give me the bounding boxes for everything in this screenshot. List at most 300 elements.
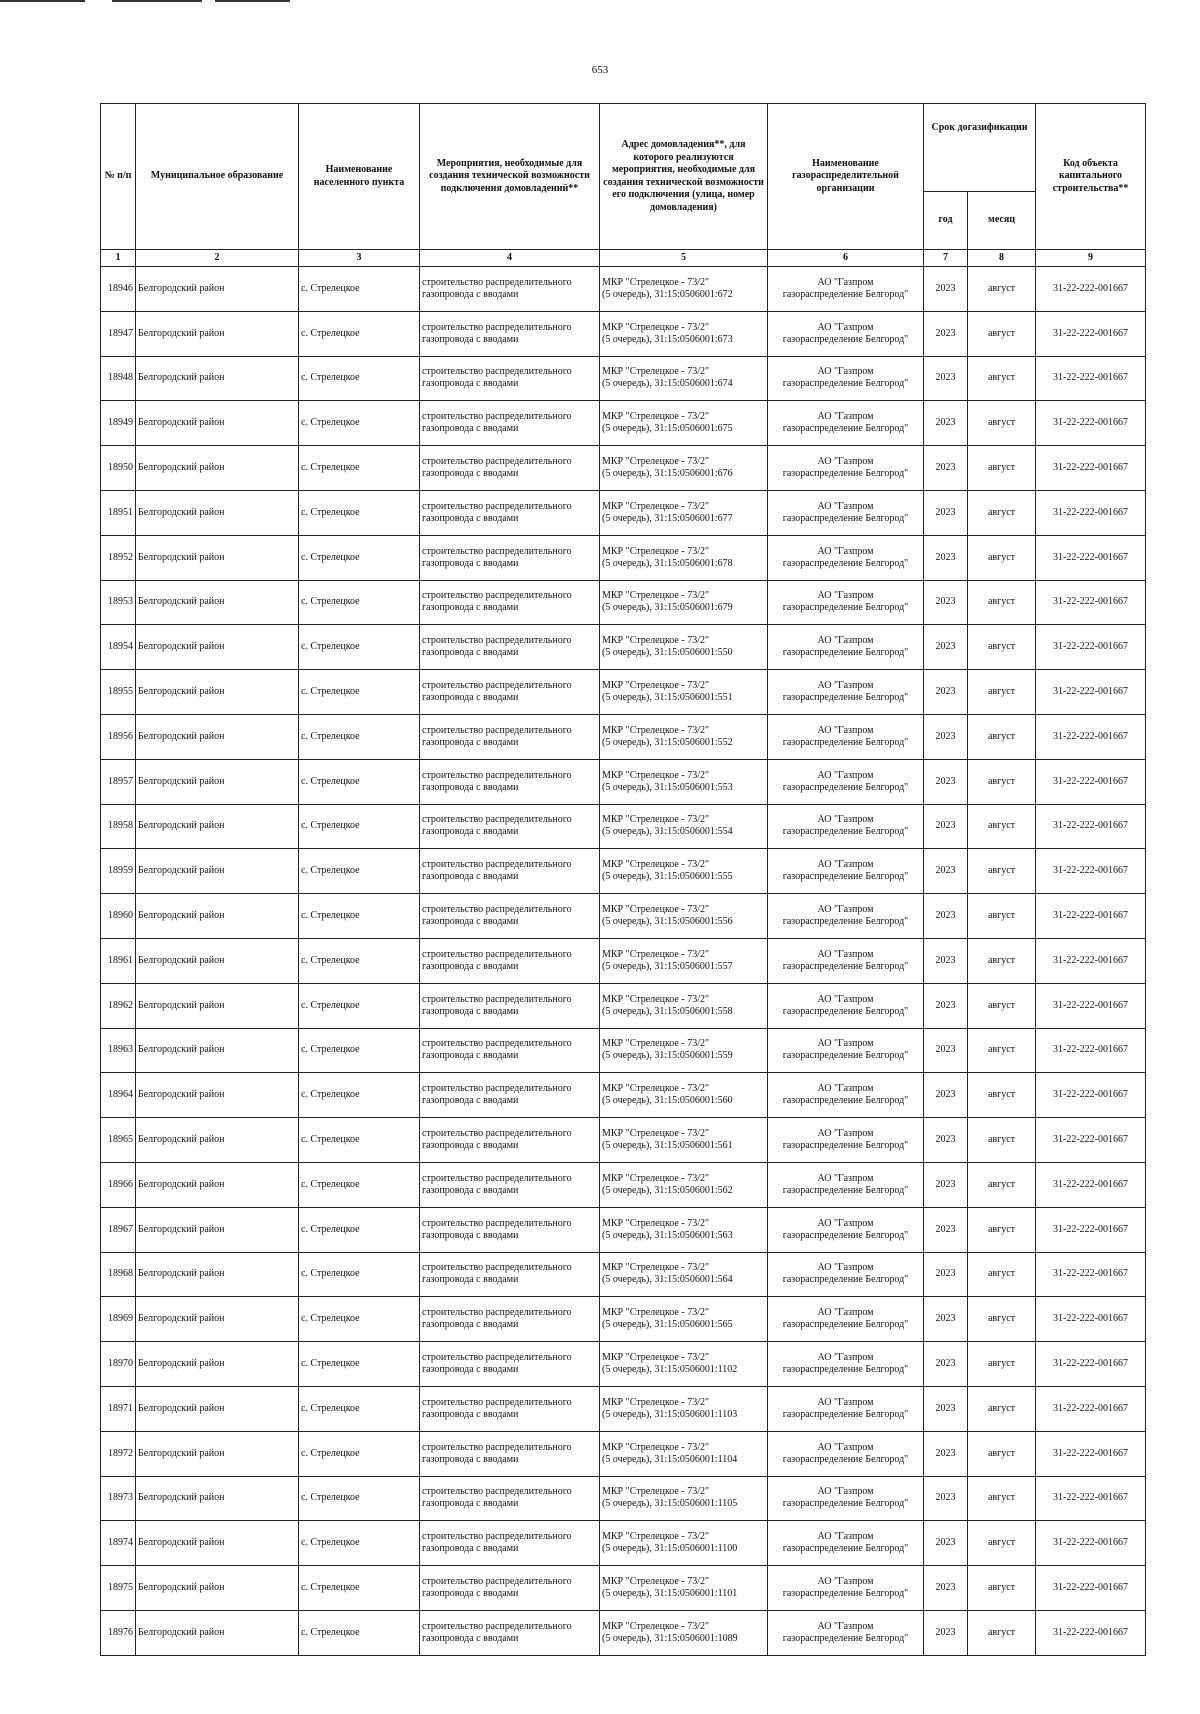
header-deadline: Срок догазификации (924, 104, 1036, 192)
month-cell: август (968, 580, 1036, 625)
organization-cell-line-2: газораспределение Белгород" (782, 602, 909, 614)
row-number: 18973 (101, 1476, 136, 1521)
organization-cell-line-1: АО "Газпром (817, 411, 874, 423)
header-number: № п/п (101, 104, 136, 250)
table-row (101, 894, 1146, 939)
object-code-cell: 31-22-222-001667 (1036, 401, 1146, 446)
address-cell-line-2: (5 очередь), 31:15:0506001:555 (602, 871, 733, 883)
settlement-cell: с. Стрелецкое (299, 1028, 420, 1073)
table-row (101, 1521, 1146, 1566)
month-cell: август (968, 535, 1036, 580)
measure-cell (420, 490, 600, 535)
row-number: 18949 (101, 401, 136, 446)
measure-cell (420, 1566, 600, 1611)
month-cell: август (968, 1521, 1036, 1566)
measure-cell-line-2: газопровода с вводами (422, 960, 519, 972)
address-cell (600, 625, 768, 670)
organization-cell-line-2: газораспределение Белгород" (782, 1095, 909, 1107)
month-cell: август (968, 1028, 1036, 1073)
month-cell: август (968, 356, 1036, 401)
organization-cell-line-2: газораспределение Белгород" (782, 557, 909, 569)
measure-cell-line-2: газопровода с вводами (422, 871, 519, 883)
settlement-cell: с. Стрелецкое (299, 1073, 420, 1118)
object-code-cell: 31-22-222-001667 (1036, 1252, 1146, 1297)
column-number-row (101, 250, 1146, 267)
measure-cell-line-2: газопровода с вводами (422, 1453, 519, 1465)
organization-cell-line-2: газораспределение Белгород" (782, 736, 909, 748)
year-cell: 2023 (924, 1566, 968, 1611)
year-cell: 2023 (924, 1521, 968, 1566)
organization-cell-line-2: газораспределение Белгород" (782, 960, 909, 972)
measure-cell-line-2: газопровода с вводами (422, 781, 519, 793)
address-cell-line-2: (5 очередь), 31:15:0506001:1101 (602, 1588, 738, 1599)
address-cell-line-2: (5 очередь), 31:15:0506001:562 (602, 1184, 733, 1196)
municipality-cell: Белгородский район (136, 1342, 299, 1387)
organization-cell-line-2: газораспределение Белгород" (782, 1140, 909, 1152)
organization-cell-line-2: газораспределение Белгород" (782, 1274, 909, 1286)
year-cell: 2023 (924, 1073, 968, 1118)
table-row (101, 1073, 1146, 1118)
organization-cell (768, 625, 924, 670)
page-number: 653 (591, 64, 609, 76)
settlement-cell: с. Стрелецкое (299, 714, 420, 759)
organization-cell-line-1: АО "Газпром (817, 680, 874, 692)
address-cell-line-1: МКР "Стрелецкое - 73/2" (602, 814, 710, 826)
measure-cell-line-2: газопровода с вводами (422, 1364, 519, 1376)
header-year: год (924, 192, 968, 250)
organization-cell (768, 580, 924, 625)
settlement-cell: с. Стрелецкое (299, 804, 420, 849)
address-cell-line-1: МКР "Стрелецкое - 73/2" (602, 1172, 710, 1184)
row-number: 18960 (101, 894, 136, 939)
address-cell (600, 983, 768, 1028)
address-cell (600, 356, 768, 401)
year-cell: 2023 (924, 1386, 968, 1431)
row-number: 18975 (101, 1566, 136, 1611)
organization-cell-line-2: газораспределение Белгород" (782, 468, 909, 480)
measure-cell-line-1: строительство распределительного (422, 1441, 572, 1453)
address-cell-line-1: МКР "Стрелецкое - 73/2" (602, 904, 710, 916)
address-cell (600, 1386, 768, 1431)
header-organization: Наименование газораспределительной организации (768, 104, 924, 250)
address-cell-line-1: МКР "Стрелецкое - 73/2" (602, 1576, 710, 1587)
organization-cell-line-2: газораспределение Белгород" (782, 826, 909, 838)
address-cell-line-2: (5 очередь), 31:15:0506001:558 (602, 1005, 733, 1017)
header-month: месяц (968, 192, 1036, 250)
object-code-cell: 31-22-222-001667 (1036, 446, 1146, 491)
year-cell: 2023 (924, 670, 968, 715)
table-row (101, 714, 1146, 759)
object-code-cell: 31-22-222-001667 (1036, 356, 1146, 401)
settlement-cell: с. Стрелецкое (299, 983, 420, 1028)
organization-cell-line-1: АО "Газпром (817, 1128, 874, 1140)
address-cell-line-2: (5 очередь), 31:15:0506001:561 (602, 1140, 733, 1152)
settlement-cell: с. Стрелецкое (299, 849, 420, 894)
month-cell: август (968, 983, 1036, 1028)
measure-cell-line-2: газопровода с вводами (422, 333, 519, 345)
year-cell: 2023 (924, 804, 968, 849)
measure-cell-line-1: строительство распределительного (422, 411, 572, 423)
address-cell-line-2: (5 очередь), 31:15:0506001:678 (602, 557, 733, 569)
month-cell: август (968, 714, 1036, 759)
address-cell (600, 1342, 768, 1387)
address-cell (600, 938, 768, 983)
address-cell (600, 1610, 768, 1655)
measure-cell (420, 1162, 600, 1207)
object-code-cell: 31-22-222-001667 (1036, 1207, 1146, 1252)
organization-cell-line-2: газораспределение Белгород" (782, 871, 909, 883)
address-cell (600, 1521, 768, 1566)
address-cell-line-1: МКР "Стрелецкое - 73/2" (602, 1083, 710, 1095)
municipality-cell: Белгородский район (136, 1073, 299, 1118)
address-cell (600, 580, 768, 625)
year-cell: 2023 (924, 267, 968, 312)
year-cell: 2023 (924, 1342, 968, 1387)
address-cell-line-2: (5 очередь), 31:15:0506001:1100 (602, 1543, 738, 1555)
address-cell-line-2: (5 очередь), 31:15:0506001:552 (602, 736, 733, 748)
column-number: 7 (924, 250, 968, 267)
year-cell: 2023 (924, 1028, 968, 1073)
measure-cell-line-2: газопровода с вводами (422, 1632, 519, 1644)
settlement-cell: с. Стрелецкое (299, 670, 420, 715)
address-cell (600, 1073, 768, 1118)
row-number: 18947 (101, 311, 136, 356)
measure-cell (420, 267, 600, 312)
organization-cell-line-1: АО "Газпром (817, 993, 874, 1005)
measure-cell-line-1: строительство распределительного (422, 1352, 572, 1364)
measure-cell (420, 625, 600, 670)
organization-cell-line-2: газораспределение Белгород" (782, 378, 909, 390)
municipality-cell: Белгородский район (136, 894, 299, 939)
address-cell-line-2: (5 очередь), 31:15:0506001:559 (602, 1050, 733, 1062)
address-cell-line-2: (5 очередь), 31:15:0506001:675 (602, 423, 733, 435)
municipality-cell: Белгородский район (136, 1476, 299, 1521)
table-row (101, 804, 1146, 849)
row-number: 18969 (101, 1297, 136, 1342)
measure-cell-line-2: газопровода с вводами (422, 1408, 519, 1420)
settlement-cell: с. Стрелецкое (299, 1521, 420, 1566)
row-number: 18964 (101, 1073, 136, 1118)
table-row (101, 1566, 1146, 1611)
measure-cell-line-2: газопровода с вводами (422, 1005, 519, 1017)
table-row (101, 759, 1146, 804)
measure-cell-line-2: газопровода с вводами (422, 288, 519, 300)
address-cell-line-2: (5 очередь), 31:15:0506001:553 (602, 781, 733, 793)
organization-cell (768, 849, 924, 894)
row-number: 18961 (101, 938, 136, 983)
month-cell: август (968, 1207, 1036, 1252)
address-cell (600, 311, 768, 356)
organization-cell (768, 894, 924, 939)
address-cell-line-1: МКР "Стрелецкое - 73/2" (602, 1262, 710, 1274)
measure-cell-line-2: газопровода с вводами (422, 1050, 519, 1062)
organization-cell (768, 714, 924, 759)
object-code-cell: 31-22-222-001667 (1036, 1028, 1146, 1073)
organization-cell (768, 1252, 924, 1297)
organization-cell-line-1: АО "Газпром (817, 1620, 874, 1632)
address-cell-line-1: МКР "Стрелецкое - 73/2" (602, 724, 710, 736)
municipality-cell: Белгородский район (136, 1566, 299, 1611)
organization-cell-line-1: АО "Газпром (817, 1307, 874, 1319)
table-row (101, 1342, 1146, 1387)
organization-cell (768, 1162, 924, 1207)
month-cell: август (968, 1342, 1036, 1387)
organization-cell (768, 446, 924, 491)
measure-cell-line-2: газопровода с вводами (422, 1543, 519, 1555)
measure-cell-line-1: строительство распределительного (422, 1396, 572, 1408)
measure-cell-line-1: строительство распределительного (422, 590, 572, 602)
organization-cell-line-2: газораспределение Белгород" (782, 1588, 909, 1599)
table-row (101, 1252, 1146, 1297)
measure-cell (420, 849, 600, 894)
measure-cell (420, 356, 600, 401)
measure-cell (420, 1431, 600, 1476)
measure-cell-line-2: газопровода с вводами (422, 378, 519, 390)
settlement-cell: с. Стрелецкое (299, 938, 420, 983)
measure-cell-line-1: строительство распределительного (422, 769, 572, 781)
year-cell: 2023 (924, 446, 968, 491)
address-cell-line-1: МКР "Стрелецкое - 73/2" (602, 1396, 710, 1408)
organization-cell-line-1: АО "Газпром (817, 590, 874, 602)
measure-cell-line-1: строительство распределительного (422, 1128, 572, 1140)
year-cell: 2023 (924, 490, 968, 535)
month-cell: август (968, 759, 1036, 804)
organization-cell-line-1: АО "Газпром (817, 635, 874, 647)
measure-cell (420, 1342, 600, 1387)
column-number: 2 (136, 250, 299, 267)
measure-cell (420, 894, 600, 939)
row-number: 18957 (101, 759, 136, 804)
municipality-cell: Белгородский район (136, 625, 299, 670)
settlement-cell: с. Стрелецкое (299, 1118, 420, 1163)
measure-cell-line-2: газопровода с вводами (422, 1498, 519, 1510)
municipality-cell: Белгородский район (136, 759, 299, 804)
address-cell (600, 1476, 768, 1521)
address-cell-line-1: МКР "Стрелецкое - 73/2" (602, 680, 710, 692)
organization-cell (768, 311, 924, 356)
measure-cell-line-2: газопровода с вводами (422, 512, 519, 524)
measure-cell (420, 535, 600, 580)
organization-cell-line-2: газораспределение Белгород" (782, 1498, 909, 1510)
object-code-cell: 31-22-222-001667 (1036, 894, 1146, 939)
month-cell: август (968, 938, 1036, 983)
address-cell-line-1: МКР "Стрелецкое - 73/2" (602, 321, 710, 333)
object-code-cell: 31-22-222-001667 (1036, 759, 1146, 804)
address-cell-line-2: (5 очередь), 31:15:0506001:556 (602, 916, 733, 928)
column-number: 5 (600, 250, 768, 267)
address-cell (600, 267, 768, 312)
municipality-cell: Белгородский район (136, 580, 299, 625)
row-number: 18951 (101, 490, 136, 535)
row-number: 18958 (101, 804, 136, 849)
organization-cell (768, 1028, 924, 1073)
month-cell: август (968, 401, 1036, 446)
measure-cell-line-1: строительство распределительного (422, 1620, 572, 1632)
measure-cell (420, 670, 600, 715)
row-number: 18953 (101, 580, 136, 625)
address-cell-line-2: (5 очередь), 31:15:0506001:554 (602, 826, 733, 838)
organization-cell-line-1: АО "Газпром (817, 1352, 874, 1364)
organization-cell (768, 535, 924, 580)
year-cell: 2023 (924, 849, 968, 894)
row-number: 18965 (101, 1118, 136, 1163)
measure-cell-line-1: строительство распределительного (422, 1486, 572, 1498)
address-cell-line-1: МКР "Стрелецкое - 73/2" (602, 411, 710, 423)
month-cell: август (968, 625, 1036, 670)
address-cell-line-2: (5 очередь), 31:15:0506001:551 (602, 692, 733, 704)
address-cell (600, 1118, 768, 1163)
address-cell-line-2: (5 очередь), 31:15:0506001:673 (602, 333, 733, 345)
address-cell-line-2: (5 очередь), 31:15:0506001:1105 (602, 1498, 738, 1510)
organization-cell-line-2: газораспределение Белгород" (782, 1408, 909, 1420)
measure-cell (420, 1118, 600, 1163)
row-number: 18952 (101, 535, 136, 580)
municipality-cell: Белгородский район (136, 490, 299, 535)
address-cell-line-2: (5 очередь), 31:15:0506001:1102 (602, 1364, 738, 1376)
row-number: 18968 (101, 1252, 136, 1297)
table-row (101, 1162, 1146, 1207)
address-cell-line-2: (5 очередь), 31:15:0506001:563 (602, 1229, 733, 1241)
row-number: 18972 (101, 1431, 136, 1476)
organization-cell-line-2: газораспределение Белгород" (782, 1364, 909, 1376)
address-cell-line-2: (5 очередь), 31:15:0506001:1103 (602, 1408, 738, 1420)
table-row (101, 446, 1146, 491)
organization-cell (768, 1297, 924, 1342)
settlement-cell: с. Стрелецкое (299, 1297, 420, 1342)
measure-cell-line-1: строительство распределительного (422, 276, 572, 288)
address-cell-line-2: (5 очередь), 31:15:0506001:679 (602, 602, 733, 614)
organization-cell (768, 1207, 924, 1252)
object-code-cell: 31-22-222-001667 (1036, 311, 1146, 356)
month-cell: август (968, 311, 1036, 356)
measure-cell-line-1: строительство распределительного (422, 321, 572, 333)
municipality-cell: Белгородский район (136, 1297, 299, 1342)
organization-cell-line-2: газораспределение Белгород" (782, 1453, 909, 1465)
address-cell-line-2: (5 очередь), 31:15:0506001:1104 (602, 1453, 738, 1465)
object-code-cell: 31-22-222-001667 (1036, 1476, 1146, 1521)
table-row (101, 1431, 1146, 1476)
object-code-cell: 31-22-222-001667 (1036, 1297, 1146, 1342)
address-cell-line-2: (5 очередь), 31:15:0506001:560 (602, 1095, 733, 1107)
organization-cell-line-2: газораспределение Белгород" (782, 1050, 909, 1062)
measure-cell-line-2: газопровода с вводами (422, 557, 519, 569)
settlement-cell: с. Стрелецкое (299, 1252, 420, 1297)
year-cell: 2023 (924, 535, 968, 580)
measure-cell (420, 938, 600, 983)
table-row (101, 849, 1146, 894)
municipality-cell: Белгородский район (136, 356, 299, 401)
measure-cell-line-1: строительство распределительного (422, 1262, 572, 1274)
address-cell (600, 1566, 768, 1611)
address-cell (600, 714, 768, 759)
organization-cell-line-1: АО "Газпром (817, 456, 874, 468)
column-number: 9 (1036, 250, 1146, 267)
address-cell-line-2: (5 очередь), 31:15:0506001:674 (602, 378, 733, 390)
row-number: 18974 (101, 1521, 136, 1566)
municipality-cell: Белгородский район (136, 401, 299, 446)
month-cell: август (968, 1297, 1036, 1342)
address-cell-line-2: (5 очередь), 31:15:0506001:676 (602, 468, 733, 480)
settlement-cell: с. Стрелецкое (299, 535, 420, 580)
measure-cell-line-1: строительство распределительного (422, 1576, 572, 1587)
year-cell: 2023 (924, 401, 968, 446)
measure-cell (420, 714, 600, 759)
address-cell-line-1: МКР "Стрелецкое - 73/2" (602, 1038, 710, 1050)
address-cell (600, 535, 768, 580)
address-cell (600, 670, 768, 715)
municipality-cell: Белгородский район (136, 446, 299, 491)
object-code-cell: 31-22-222-001667 (1036, 267, 1146, 312)
address-cell-line-2: (5 очередь), 31:15:0506001:677 (602, 512, 733, 524)
measure-cell-line-1: строительство распределительного (422, 948, 572, 960)
year-cell: 2023 (924, 1252, 968, 1297)
row-number: 18967 (101, 1207, 136, 1252)
measure-cell-line-2: газопровода с вводами (422, 1229, 519, 1241)
organization-cell (768, 759, 924, 804)
month-cell: август (968, 670, 1036, 715)
settlement-cell: с. Стрелецкое (299, 446, 420, 491)
organization-cell (768, 356, 924, 401)
address-cell-line-1: МКР "Стрелецкое - 73/2" (602, 1128, 710, 1140)
table-row (101, 1476, 1146, 1521)
address-cell-line-1: МКР "Стрелецкое - 73/2" (602, 1307, 710, 1319)
object-code-cell: 31-22-222-001667 (1036, 1162, 1146, 1207)
organization-cell (768, 1118, 924, 1163)
object-code-cell: 31-22-222-001667 (1036, 849, 1146, 894)
month-cell: август (968, 490, 1036, 535)
object-code-cell: 31-22-222-001667 (1036, 1566, 1146, 1611)
address-cell-line-1: МКР "Стрелецкое - 73/2" (602, 769, 710, 781)
address-cell (600, 490, 768, 535)
address-cell (600, 1028, 768, 1073)
measure-cell-line-2: газопровода с вводами (422, 423, 519, 435)
table-row (101, 1386, 1146, 1431)
scan-edge-mark (0, 0, 300, 3)
organization-cell-line-1: АО "Газпром (817, 1038, 874, 1050)
measure-cell-line-2: газопровода с вводами (422, 1095, 519, 1107)
measure-cell-line-1: строительство распределительного (422, 1307, 572, 1319)
table-row (101, 267, 1146, 312)
municipality-cell: Белгородский район (136, 267, 299, 312)
column-number: 8 (968, 250, 1036, 267)
address-cell (600, 446, 768, 491)
address-cell (600, 894, 768, 939)
object-code-cell: 31-22-222-001667 (1036, 1073, 1146, 1118)
measure-cell-line-2: газопровода с вводами (422, 916, 519, 928)
measure-cell (420, 1476, 600, 1521)
object-code-cell: 31-22-222-001667 (1036, 1610, 1146, 1655)
year-cell: 2023 (924, 1207, 968, 1252)
organization-cell-line-2: газораспределение Белгород" (782, 288, 909, 300)
organization-cell-line-2: газораспределение Белгород" (782, 512, 909, 524)
address-cell-line-1: МКР "Стрелецкое - 73/2" (602, 590, 710, 602)
column-number: 4 (420, 250, 600, 267)
table-row (101, 670, 1146, 715)
year-cell: 2023 (924, 356, 968, 401)
month-cell: август (968, 1252, 1036, 1297)
object-code-cell: 31-22-222-001667 (1036, 938, 1146, 983)
address-cell (600, 759, 768, 804)
measure-cell-line-2: газопровода с вводами (422, 1588, 519, 1599)
table-row (101, 1297, 1146, 1342)
organization-cell-line-1: АО "Газпром (817, 1083, 874, 1095)
header-settlement: Наименование населенного пункта (299, 104, 420, 250)
row-number: 18959 (101, 849, 136, 894)
settlement-cell: с. Стрелецкое (299, 1610, 420, 1655)
organization-cell-line-2: газораспределение Белгород" (782, 1184, 909, 1196)
address-cell (600, 1162, 768, 1207)
table-row (101, 401, 1146, 446)
